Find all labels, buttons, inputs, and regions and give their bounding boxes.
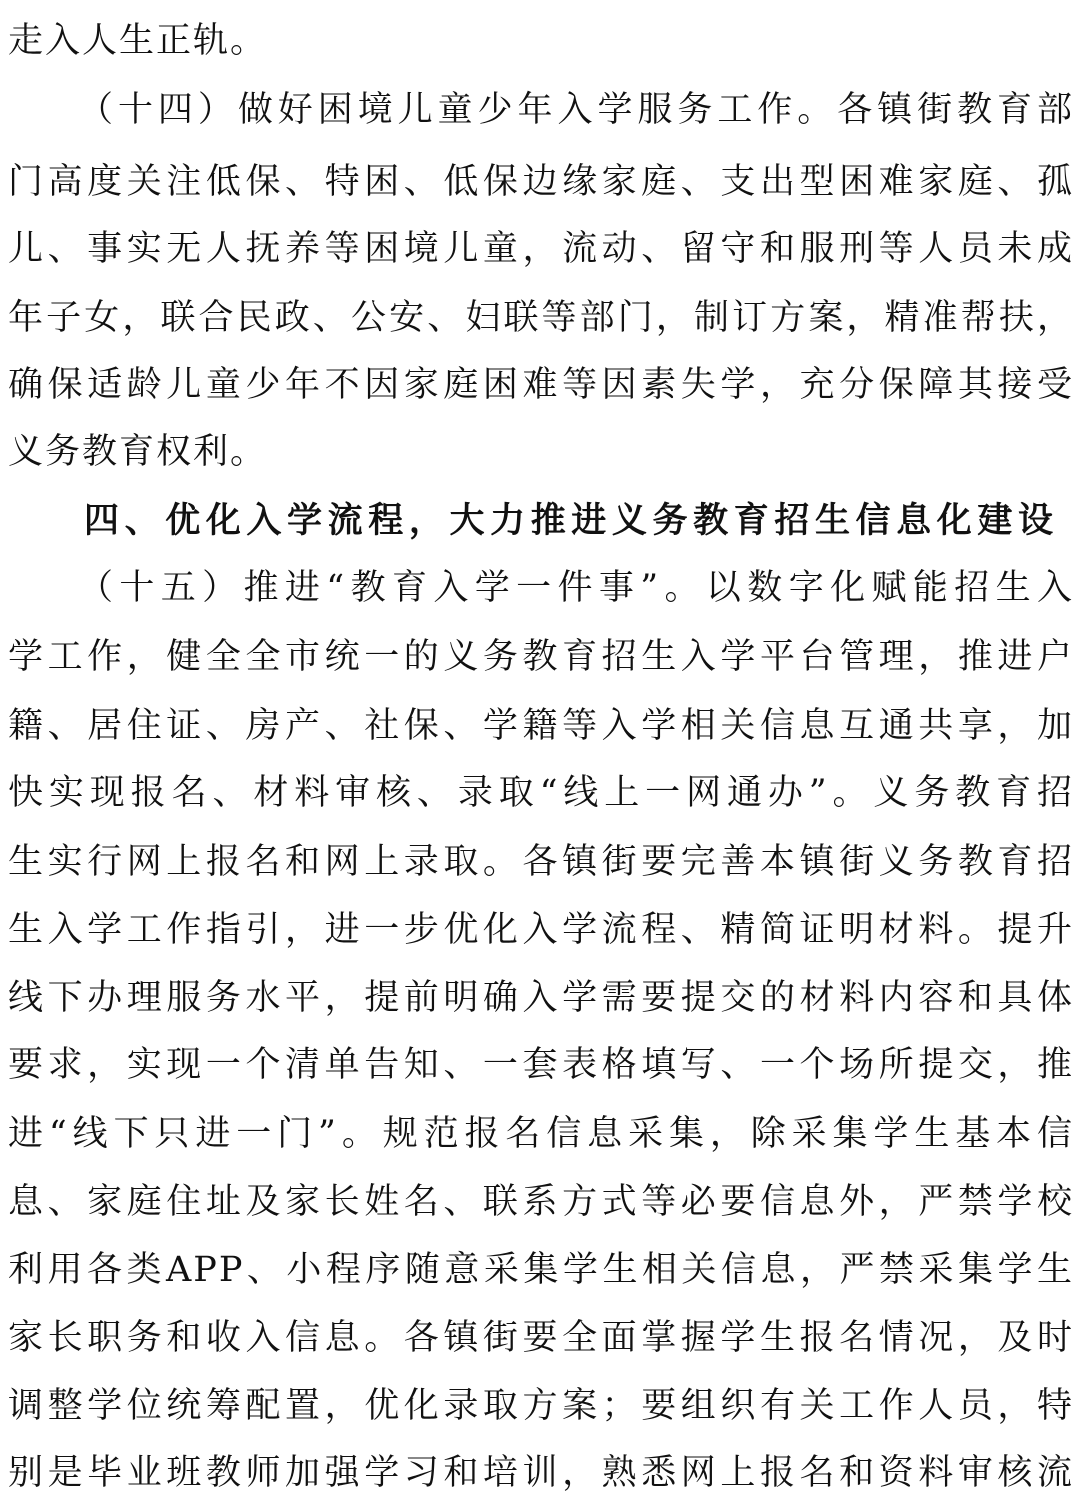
- text-line: 息、家庭住址及家长姓名、联系方式等必要信息外，严禁学校: [8, 1182, 1074, 1222]
- text-line: 别是毕业班教师加强学习和培训，熟悉网上报名和资料审核流: [8, 1453, 1074, 1493]
- text-line: 儿、事实无人抚养等困境儿童，流动、留守和服刑等人员未成: [8, 229, 1074, 269]
- text-line: 生实行网上报名和网上录取。各镇街要完善本镇街义务教育招: [8, 842, 1074, 882]
- section-14-title-line: （十四）做好困境儿童少年入学服务工作。各镇街教育部: [78, 90, 1074, 130]
- text-line: 学工作，健全全市统一的义务教育招生入学平台管理，推进户: [8, 637, 1074, 677]
- text-line: 门高度关注低保、特困、低保边缘家庭、支出型困难家庭、孤: [8, 162, 1074, 202]
- text-line: 调整学位统筹配置，优化录取方案；要组织有关工作人员，特: [8, 1386, 1074, 1426]
- text-line: 进“线下只进一门”。规范报名信息采集，除采集学生基本信: [8, 1114, 1074, 1154]
- text-line: 籍、居住证、房产、社保、学籍等入学相关信息互通共享，加: [8, 706, 1074, 746]
- text-line: 走入人生正轨。: [8, 21, 268, 61]
- section-15-title-line: （十五）推进“教育入学一件事”。以数字化赋能招生入: [78, 568, 1074, 608]
- text-line: 快实现报名、材料审核、录取“线上一网通办”。义务教育招: [8, 773, 1074, 813]
- text-line: 确保适龄儿童少年不因家庭困难等因素失学，充分保障其接受: [8, 365, 1074, 405]
- text-line: 家长职务和收入信息。各镇街要全面掌握学生报名情况，及时: [8, 1318, 1074, 1358]
- text-line: 义务教育权利。: [8, 432, 268, 472]
- text-line: 年子女，联合民政、公安、妇联等部门，制订方案，精准帮扶，: [8, 298, 1074, 338]
- text-line: 线下办理服务水平，提前明确入学需要提交的材料内容和具体: [8, 978, 1074, 1018]
- text-line: 要求，实现一个清单告知、一套表格填写、一个场所提交，推: [8, 1045, 1074, 1085]
- text-line: 生入学工作指引，进一步优化入学流程、精简证明材料。提升: [8, 910, 1074, 950]
- text-line: 利用各类APP、小程序随意采集学生相关信息，严禁采集学生: [8, 1250, 1074, 1290]
- section-heading: 四、优化入学流程，大力推进义务教育招生信息化建设: [84, 501, 1054, 541]
